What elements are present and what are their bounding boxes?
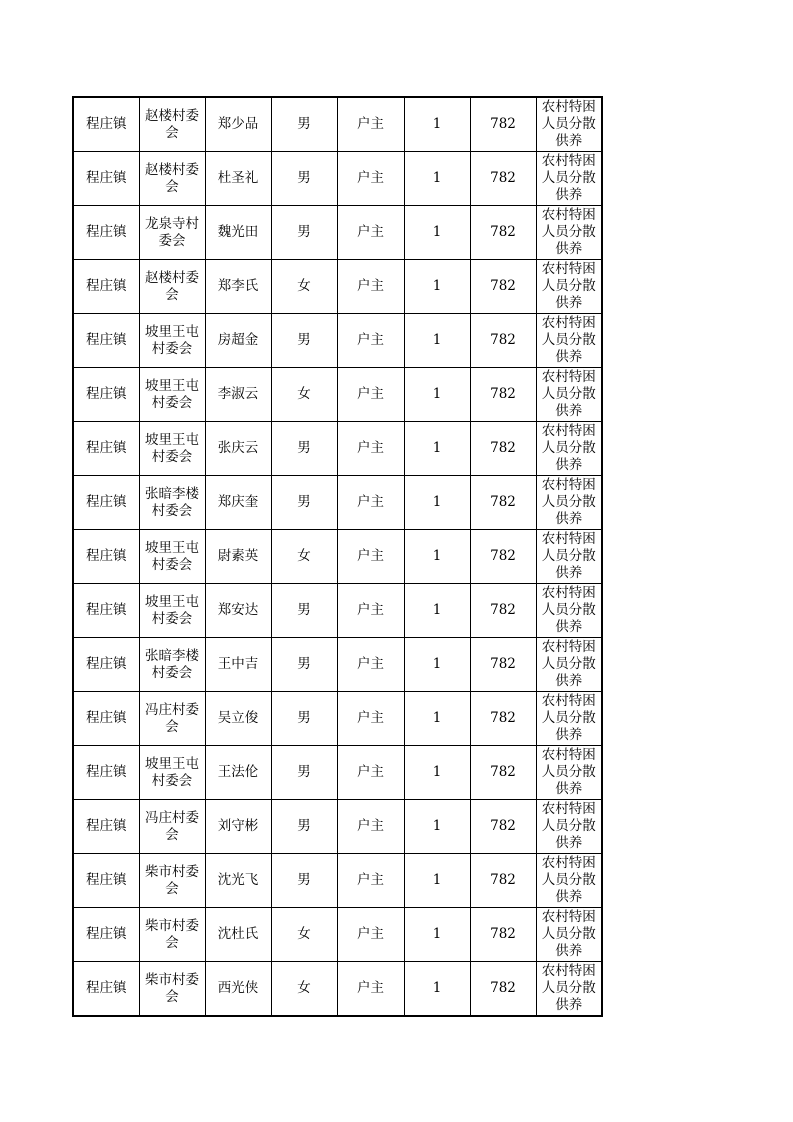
type-cell	[536, 314, 602, 368]
name-cell: 王法伦	[205, 746, 271, 800]
type-text: 农村特困人员分散供养	[541, 639, 596, 689]
village-cell	[139, 854, 205, 908]
table-row	[73, 206, 602, 260]
name-cell: 沈杜氏	[205, 908, 271, 962]
town-cell: 程庄镇	[73, 476, 139, 530]
count-cell: 1	[404, 422, 470, 476]
count-cell: 1	[404, 97, 470, 152]
count-cell: 1	[404, 206, 470, 260]
relation-cell: 户主	[337, 422, 404, 476]
roster-table	[72, 96, 603, 1017]
amount-cell: 782	[470, 800, 536, 854]
town-cell: 程庄镇	[73, 692, 139, 746]
count-cell: 1	[404, 476, 470, 530]
town-cell: 程庄镇	[73, 746, 139, 800]
relation-cell: 户主	[337, 854, 404, 908]
sex-cell: 男	[271, 800, 337, 854]
name-cell: 房超金	[205, 314, 271, 368]
type-cell	[536, 260, 602, 314]
count-cell: 1	[404, 314, 470, 368]
roster-body	[73, 97, 602, 1016]
table-row	[73, 530, 602, 584]
table-row	[73, 152, 602, 206]
type-cell	[536, 368, 602, 422]
name-cell: 郑李氏	[205, 260, 271, 314]
sex-cell: 女	[271, 260, 337, 314]
type-text: 农村特困人员分散供养	[541, 315, 596, 365]
relation-cell: 户主	[337, 97, 404, 152]
village-text: 柴市村委会	[145, 863, 199, 897]
table-row	[73, 638, 602, 692]
type-text: 农村特困人员分散供养	[541, 909, 596, 959]
type-text: 农村特困人员分散供养	[541, 477, 596, 527]
village-text: 冯庄村委会	[145, 809, 199, 843]
type-cell	[536, 530, 602, 584]
village-text: 柴市村委会	[145, 917, 199, 951]
village-text: 柴市村委会	[145, 971, 199, 1005]
town-cell: 程庄镇	[73, 260, 139, 314]
sex-cell: 男	[271, 584, 337, 638]
amount-cell: 782	[470, 97, 536, 152]
village-text: 坡里王屯村委会	[145, 593, 199, 627]
village-cell	[139, 908, 205, 962]
sex-cell: 男	[271, 314, 337, 368]
town-cell: 程庄镇	[73, 800, 139, 854]
type-cell	[536, 152, 602, 206]
amount-cell: 782	[470, 260, 536, 314]
table-row	[73, 692, 602, 746]
relation-cell: 户主	[337, 800, 404, 854]
table-row	[73, 584, 602, 638]
relation-cell: 户主	[337, 962, 404, 1017]
town-cell: 程庄镇	[73, 206, 139, 260]
town-cell: 程庄镇	[73, 368, 139, 422]
village-cell	[139, 962, 205, 1017]
village-text: 冯庄村委会	[145, 701, 199, 735]
type-cell	[536, 854, 602, 908]
village-cell	[139, 152, 205, 206]
town-cell: 程庄镇	[73, 97, 139, 152]
town-cell: 程庄镇	[73, 962, 139, 1017]
village-text: 坡里王屯村委会	[145, 755, 199, 789]
table-row	[73, 854, 602, 908]
type-text: 农村特困人员分散供养	[541, 207, 596, 257]
amount-cell: 782	[470, 584, 536, 638]
table-row	[73, 260, 602, 314]
sex-cell: 男	[271, 692, 337, 746]
type-cell	[536, 800, 602, 854]
village-cell	[139, 746, 205, 800]
sex-cell: 女	[271, 368, 337, 422]
table-row	[73, 746, 602, 800]
name-cell: 吴立俊	[205, 692, 271, 746]
count-cell: 1	[404, 152, 470, 206]
village-cell	[139, 97, 205, 152]
type-text: 农村特困人员分散供养	[541, 963, 596, 1013]
type-text: 农村特困人员分散供养	[541, 369, 596, 419]
name-cell: 刘守彬	[205, 800, 271, 854]
relation-cell: 户主	[337, 152, 404, 206]
table-row	[73, 962, 602, 1017]
name-cell: 沈光飞	[205, 854, 271, 908]
village-text: 赵楼村委会	[145, 269, 199, 303]
village-cell	[139, 314, 205, 368]
village-cell	[139, 368, 205, 422]
village-text: 坡里王屯村委会	[145, 323, 199, 357]
village-text: 赵楼村委会	[145, 161, 199, 195]
type-text: 农村特困人员分散供养	[541, 855, 596, 905]
count-cell: 1	[404, 854, 470, 908]
amount-cell: 782	[470, 530, 536, 584]
sex-cell: 男	[271, 97, 337, 152]
type-cell	[536, 476, 602, 530]
type-cell	[536, 206, 602, 260]
relation-cell: 户主	[337, 476, 404, 530]
town-cell: 程庄镇	[73, 638, 139, 692]
town-cell: 程庄镇	[73, 908, 139, 962]
village-cell	[139, 584, 205, 638]
count-cell: 1	[404, 800, 470, 854]
count-cell: 1	[404, 260, 470, 314]
village-cell	[139, 422, 205, 476]
name-cell: 张庆云	[205, 422, 271, 476]
type-text: 农村特困人员分散供养	[541, 99, 596, 149]
village-text: 坡里王屯村委会	[145, 431, 199, 465]
sex-cell: 女	[271, 908, 337, 962]
sex-cell: 男	[271, 152, 337, 206]
relation-cell: 户主	[337, 638, 404, 692]
town-cell: 程庄镇	[73, 530, 139, 584]
village-text: 坡里王屯村委会	[145, 377, 199, 411]
relation-cell: 户主	[337, 206, 404, 260]
relation-cell: 户主	[337, 908, 404, 962]
count-cell: 1	[404, 908, 470, 962]
amount-cell: 782	[470, 854, 536, 908]
table-row	[73, 476, 602, 530]
amount-cell: 782	[470, 422, 536, 476]
name-cell: 魏光田	[205, 206, 271, 260]
count-cell: 1	[404, 584, 470, 638]
amount-cell: 782	[470, 638, 536, 692]
type-text: 农村特困人员分散供养	[541, 801, 596, 851]
sex-cell: 女	[271, 530, 337, 584]
type-text: 农村特困人员分散供养	[541, 585, 596, 635]
village-text: 赵楼村委会	[145, 107, 199, 141]
type-cell	[536, 422, 602, 476]
village-text: 张暗李楼村委会	[145, 647, 199, 681]
type-cell	[536, 746, 602, 800]
village-cell	[139, 206, 205, 260]
town-cell: 程庄镇	[73, 422, 139, 476]
type-text: 农村特困人员分散供养	[541, 153, 596, 203]
amount-cell: 782	[470, 476, 536, 530]
table-row	[73, 908, 602, 962]
type-text: 农村特困人员分散供养	[541, 531, 596, 581]
village-cell	[139, 530, 205, 584]
name-cell: 郑庆奎	[205, 476, 271, 530]
count-cell: 1	[404, 368, 470, 422]
relation-cell: 户主	[337, 314, 404, 368]
type-cell	[536, 692, 602, 746]
sex-cell: 男	[271, 854, 337, 908]
name-cell: 西光侠	[205, 962, 271, 1017]
sex-cell: 男	[271, 206, 337, 260]
town-cell: 程庄镇	[73, 854, 139, 908]
relation-cell: 户主	[337, 584, 404, 638]
sex-cell: 男	[271, 638, 337, 692]
type-cell	[536, 908, 602, 962]
count-cell: 1	[404, 638, 470, 692]
name-cell: 李淑云	[205, 368, 271, 422]
type-text: 农村特困人员分散供养	[541, 423, 596, 473]
town-cell: 程庄镇	[73, 152, 139, 206]
town-cell: 程庄镇	[73, 584, 139, 638]
type-text: 农村特困人员分散供养	[541, 747, 596, 797]
count-cell: 1	[404, 962, 470, 1017]
relation-cell: 户主	[337, 692, 404, 746]
name-cell: 尉素英	[205, 530, 271, 584]
village-cell	[139, 692, 205, 746]
sex-cell: 女	[271, 962, 337, 1017]
village-cell	[139, 800, 205, 854]
count-cell: 1	[404, 530, 470, 584]
sex-cell: 男	[271, 476, 337, 530]
relation-cell: 户主	[337, 260, 404, 314]
table-row	[73, 422, 602, 476]
town-cell: 程庄镇	[73, 314, 139, 368]
amount-cell: 782	[470, 206, 536, 260]
relation-cell: 户主	[337, 530, 404, 584]
name-cell: 杜圣礼	[205, 152, 271, 206]
type-cell	[536, 584, 602, 638]
village-cell	[139, 260, 205, 314]
type-text: 农村特困人员分散供养	[541, 693, 596, 743]
amount-cell: 782	[470, 962, 536, 1017]
amount-cell: 782	[470, 314, 536, 368]
village-text: 张暗李楼村委会	[145, 485, 199, 519]
table-row	[73, 368, 602, 422]
count-cell: 1	[404, 746, 470, 800]
count-cell: 1	[404, 692, 470, 746]
amount-cell: 782	[470, 908, 536, 962]
type-text: 农村特困人员分散供养	[541, 261, 596, 311]
amount-cell: 782	[470, 152, 536, 206]
table-row	[73, 314, 602, 368]
amount-cell: 782	[470, 692, 536, 746]
name-cell: 王中吉	[205, 638, 271, 692]
name-cell: 郑少品	[205, 97, 271, 152]
table-row	[73, 97, 602, 152]
sex-cell: 男	[271, 422, 337, 476]
amount-cell: 782	[470, 746, 536, 800]
name-cell: 郑安达	[205, 584, 271, 638]
village-text: 龙泉寺村委会	[145, 215, 199, 249]
type-cell	[536, 97, 602, 152]
sex-cell: 男	[271, 746, 337, 800]
village-text: 坡里王屯村委会	[145, 539, 199, 573]
relation-cell: 户主	[337, 368, 404, 422]
village-cell	[139, 638, 205, 692]
type-cell	[536, 962, 602, 1017]
table-row	[73, 800, 602, 854]
type-cell	[536, 638, 602, 692]
relation-cell: 户主	[337, 746, 404, 800]
village-cell	[139, 476, 205, 530]
amount-cell: 782	[470, 368, 536, 422]
